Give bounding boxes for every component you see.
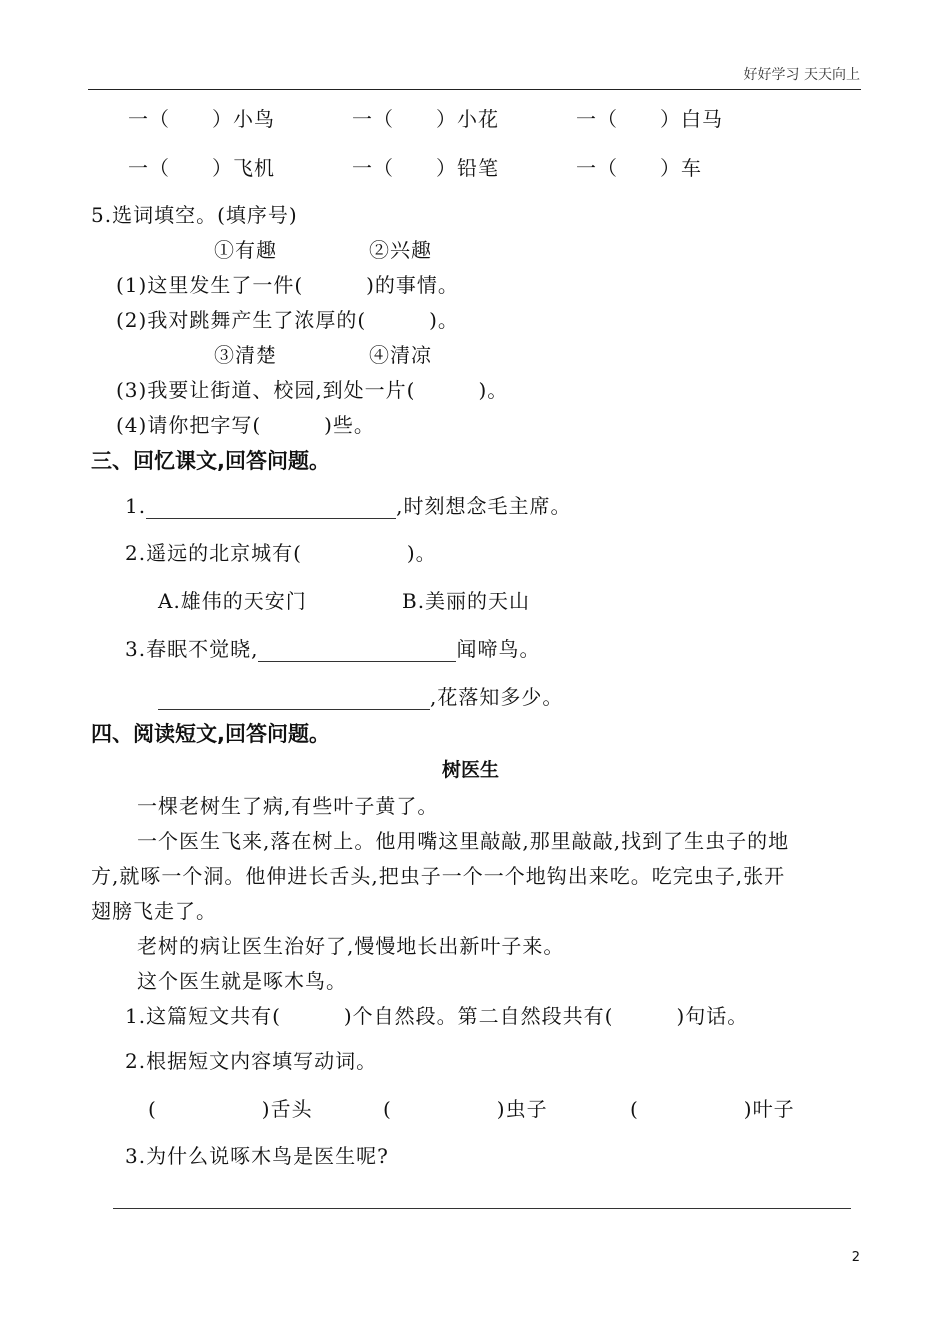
s4-q2: 2.根据短文内容填写动词。 <box>125 1049 378 1073</box>
s3-q2: 2.遥远的北京城有( )。 <box>125 541 437 565</box>
measure-word-item: 一（ ）车 <box>576 156 702 180</box>
verb-blank-item: ( )叶子 <box>630 1097 795 1121</box>
option-1: ①有趣 <box>214 238 277 262</box>
passage-p4: 这个医生就是啄木鸟。 <box>137 969 347 993</box>
measure-word-item: 一（ ）铅笔 <box>352 156 499 180</box>
passage-p3: 老树的病让医生治好了,慢慢地长出新叶子来。 <box>137 934 565 958</box>
section4-title: 四、阅读短文,回答问题。 <box>91 722 330 746</box>
measure-word-item: 一（ ）小鸟 <box>128 107 275 131</box>
passage-title: 树医生 <box>442 759 500 781</box>
s3-q2-option-b: B.美丽的天山 <box>402 589 531 613</box>
s3-q1-prefix: 1. <box>125 494 147 518</box>
s4-q3: 3.为什么说啄木鸟是医生呢? <box>125 1144 389 1168</box>
s3-q2-option-a: A.雄伟的天安门 <box>158 589 307 613</box>
q5-sentence-4: (4)请你把字写( )些。 <box>116 413 375 437</box>
s3-q3-suffix: 闻啼鸟。 <box>456 637 541 661</box>
s4-q1: 1.这篇短文共有( )个自然段。第二自然段共有( )句话。 <box>125 1004 749 1028</box>
q5-sentence-3: (3)我要让街道、校园,到处一片( )。 <box>116 378 509 402</box>
section3-title: 三、回忆课文,回答问题。 <box>91 449 330 473</box>
measure-word-item: 一（ ）飞机 <box>128 156 275 180</box>
passage-p1: 一棵老树生了病,有些叶子黄了。 <box>137 794 439 818</box>
measure-word-item: 一（ ）小花 <box>352 107 499 131</box>
s3-q3-line2 <box>158 681 563 710</box>
passage-p2-line3: 翅膀飞走了。 <box>91 899 217 923</box>
q5-sentence-1: (1)这里发生了一件( )的事情。 <box>116 273 459 297</box>
s3-q3-line2-suffix: ,花落知多少。 <box>430 685 564 709</box>
answer-line[interactable] <box>113 1208 851 1209</box>
s3-q3-prefix: 3.春眠不觉晓, <box>125 637 259 661</box>
header-rule <box>88 89 861 90</box>
s3-q1-suffix: ,时刻想念毛主席。 <box>396 494 572 518</box>
q5-title: 5.选词填空。(填序号) <box>91 203 298 227</box>
answer-blank[interactable] <box>158 689 430 710</box>
answer-blank[interactable] <box>146 498 396 519</box>
s3-q3 <box>125 633 540 662</box>
option-3: ③清楚 <box>214 343 277 367</box>
verb-blank-item: ( )虫子 <box>383 1097 548 1121</box>
header-text: 好好学习 天天向上 <box>743 67 860 83</box>
measure-word-item: 一（ ）白马 <box>576 107 723 131</box>
option-4: ④清凉 <box>369 343 432 367</box>
page-number: 2 <box>851 1250 860 1265</box>
answer-blank[interactable] <box>258 641 456 662</box>
passage-p2-line1: 一个医生飞来,落在树上。他用嘴这里敲敲,那里敲敲,找到了生虫子的地 <box>137 829 790 853</box>
s3-q1 <box>125 490 571 519</box>
option-2: ②兴趣 <box>369 238 432 262</box>
passage-p2-line2: 方,就啄一个洞。他伸进长舌头,把虫子一个一个地钩出来吃。吃完虫子,张开 <box>91 864 786 888</box>
verb-blank-item: ( )舌头 <box>148 1097 313 1121</box>
q5-sentence-2: (2)我对跳舞产生了浓厚的( )。 <box>116 308 459 332</box>
